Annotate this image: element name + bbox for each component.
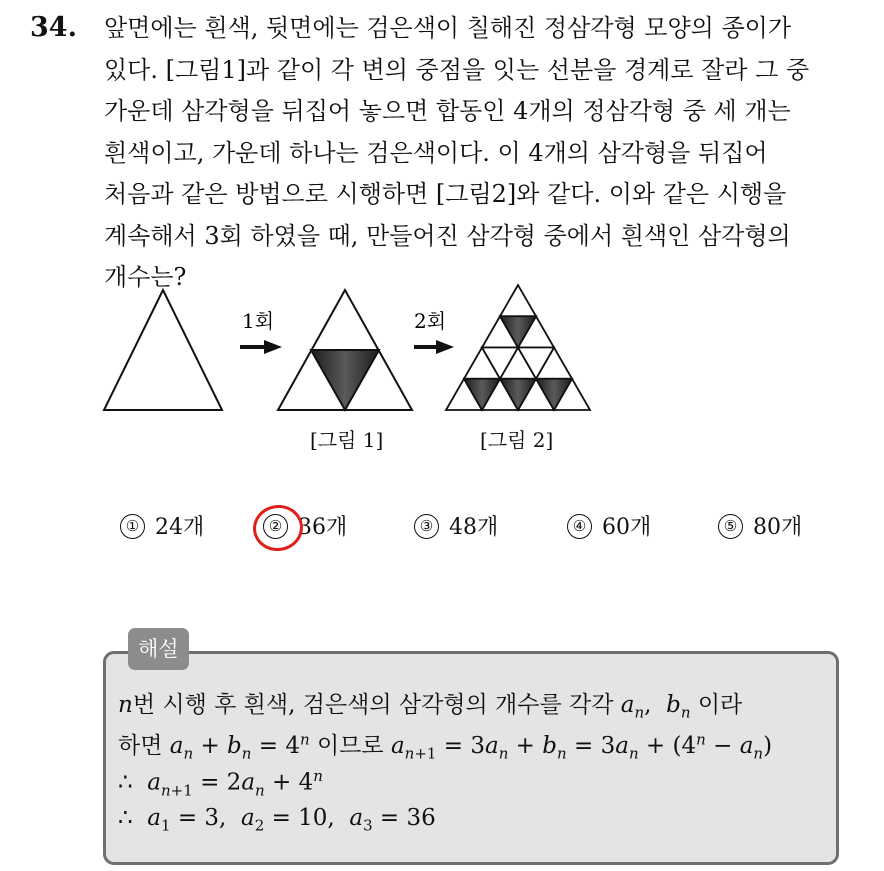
choice-text: 48개 bbox=[449, 515, 499, 540]
choice-number: ④ bbox=[567, 514, 592, 539]
choice-number: ② bbox=[263, 514, 288, 539]
figure-1-caption: [그림 1] bbox=[310, 428, 384, 452]
choice-text: 24개 bbox=[155, 515, 205, 540]
question-line: 개수는? bbox=[104, 263, 187, 291]
choice-5[interactable] bbox=[718, 510, 802, 541]
choice-text: 36개 bbox=[298, 515, 348, 540]
arrow-2-label: 2회 bbox=[414, 309, 447, 333]
arrow-1-head-icon bbox=[264, 340, 282, 354]
choice-text: 80개 bbox=[753, 515, 803, 540]
choice-3[interactable] bbox=[414, 510, 498, 541]
choice-number: ③ bbox=[414, 514, 439, 539]
arrow-2-head-icon bbox=[436, 340, 454, 354]
solution-label: 해설 bbox=[128, 628, 189, 670]
solution-line-3: ∴ $a_{n+1} = 2a_n + 4^n$ bbox=[118, 767, 323, 800]
question-number: 34. bbox=[30, 12, 77, 43]
question-line: 처음과 같은 방법으로 시행하면 [그림2]와 같다. 이와 같은 시행을 bbox=[104, 180, 787, 208]
figure-2-caption: [그림 2] bbox=[480, 428, 554, 452]
small-white-triangle bbox=[500, 285, 536, 316]
question-line: 앞면에는 흰색, 뒷면에는 검은색이 칠해진 정삼각형 모양의 종이가 bbox=[104, 14, 791, 42]
choice-text: 60개 bbox=[602, 515, 652, 540]
solution-line-4: ∴ $a_1 = 3$, $a_2 = 10$, $a_3 = 36$ bbox=[118, 805, 436, 835]
choice-4[interactable] bbox=[567, 510, 651, 541]
figure-2 bbox=[446, 285, 590, 410]
choice-number: ⑤ bbox=[718, 514, 743, 539]
question-line: 있다. [그림1]과 같이 각 변의 중점을 잇는 선분을 경계로 잘라 그 중 bbox=[104, 55, 810, 84]
question-line: 가운데 삼각형을 뒤집어 놓으면 합동인 4개의 정삼각형 중 세 개는 bbox=[104, 97, 791, 125]
original-triangle bbox=[104, 290, 222, 410]
question-line: 흰색이고, 가운데 하나는 검은색이다. 이 4개의 삼각형을 뒤집어 bbox=[104, 138, 768, 167]
choice-number: ① bbox=[120, 514, 145, 539]
arrow-1-label: 1회 bbox=[242, 309, 275, 333]
choice-1[interactable] bbox=[120, 510, 204, 541]
solution-line-2: 하면 $a_n + b_n = 4^n$ 이므로 $a_{n+1} = 3a_n + b_n = 3a_n + (4^n - a_n)$ bbox=[118, 730, 773, 763]
triangle-figure bbox=[0, 270, 884, 460]
solution-line-1: n번 시행 후 흰색, 검은색의 삼각형의 개수를 각각 $a_n$, $b_n$ 이라 bbox=[118, 692, 743, 722]
question-text bbox=[104, 8, 864, 299]
answer-choices bbox=[0, 510, 884, 550]
question-line: 계속해서 3회 하였을 때, 만들어진 삼각형 중에서 흰색인 삼각형의 bbox=[104, 221, 791, 250]
